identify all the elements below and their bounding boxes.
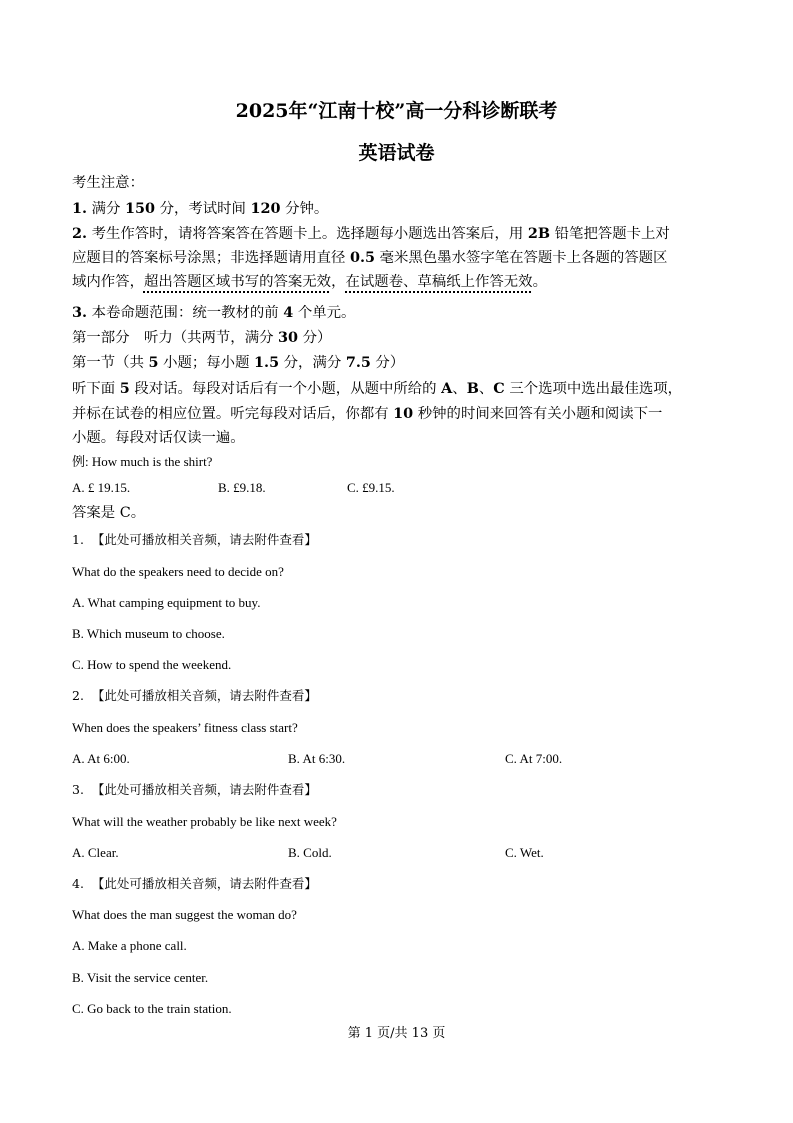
- notice-item-1: 1. 满分 150 分，考试时间 120 分钟。: [72, 200, 329, 217]
- instructions-line-3: 小题。每段对话仅读一遍。: [72, 430, 245, 446]
- audio-label: 【此处可播放相关音频，请去附件查看】: [91, 782, 317, 797]
- audio-label: 【此处可播放相关音频，请去附件查看】: [91, 532, 317, 547]
- question-4-text: What does the man suggest the woman do?: [72, 907, 297, 922]
- question-3-option-a: A. Clear.: [72, 845, 119, 860]
- audio-placeholder: [72, 687, 317, 705]
- question-1-option-c: C. How to spend the weekend.: [72, 657, 232, 672]
- question-3-option-b: B. Cold.: [288, 845, 332, 860]
- audio-placeholder: [72, 875, 317, 893]
- audio-label: 【此处可播放相关音频，请去附件查看】: [91, 876, 317, 891]
- notice-item-2-line-3: 域内作答，超出答题区域书写的答案无效，在试题卷、草稿纸上作答无效。: [72, 274, 547, 290]
- question-3-text: What will the weather probably be like next week?: [72, 814, 337, 829]
- question-1-option-b: B. Which museum to choose.: [72, 626, 225, 641]
- question-4-option-b: B. Visit the service center.: [72, 970, 209, 985]
- question-4-option-c: C. Go back to the train station.: [72, 1001, 232, 1016]
- question-2-option-c: C. At 7:00.: [505, 751, 563, 766]
- question-2-option-a: A. At 6:00.: [72, 751, 130, 766]
- question-1-option-a: A. What camping equipment to buy.: [72, 595, 261, 610]
- question-number: 4.: [72, 876, 84, 891]
- emphasis-text: 超出答题区域书写的答案无效: [143, 274, 332, 290]
- question-3-option-c: C. Wet.: [505, 845, 544, 860]
- section-1-heading: 第一节（共 5 小题；每小题 1.5 分，满分 7.5 分）: [72, 354, 405, 371]
- emphasis-text: 在试题卷、草稿纸上作答无效: [345, 274, 533, 290]
- audio-placeholder: [72, 531, 317, 549]
- question-number: 3.: [72, 782, 84, 797]
- example-option-b: B. £9.18.: [218, 480, 266, 495]
- notice-item-2-line-1: 2. 考生作答时，请将答案答在答题卡上。选择题每小题选出答案后，用 2B 铅笔把答题卡上对: [72, 225, 670, 242]
- instructions-line-2: 并标在试卷的相应位置。听完每段对话后，你都有 10 秒钟的时间来回答有关小题和阅读下一: [72, 405, 663, 422]
- page-footer: 第 1 页/共 13 页: [347, 1026, 446, 1041]
- question-2-text: When does the speakers’ fitness class start?: [72, 720, 298, 735]
- notice-heading: 考生注意：: [72, 175, 144, 191]
- exam-subtitle: 英语试卷: [358, 142, 435, 164]
- example-option-a: A. £ 19.15.: [72, 480, 131, 495]
- exam-title: 2025年“江南十校”高一分科诊断联考: [235, 100, 558, 122]
- audio-label: 【此处可播放相关音频，请去附件查看】: [91, 688, 317, 703]
- question-number: 1.: [72, 532, 84, 547]
- question-2-option-b: B. At 6:30.: [288, 751, 346, 766]
- notice-item-3: 3. 本卷命题范围：统一教材的前 4 个单元。: [72, 304, 356, 321]
- example-question: 例: How much is the shirt?: [72, 454, 213, 469]
- instructions-line-1: 听下面 5 段对话。每段对话后有一个小题，从题中所给的 A、B、C 三个选项中选出最佳选项，: [72, 380, 683, 397]
- notice-item-2-line-2: 应题目的答案标号涂黑；非选择题请用直径 0.5 毫米黑色墨水签字笔在答题卡上各题的答题区: [72, 249, 668, 266]
- example-option-c: C. £9.15.: [347, 480, 395, 495]
- question-1-text: What do the speakers need to decide on?: [72, 564, 284, 579]
- audio-placeholder: [72, 781, 317, 799]
- part-1-heading: 第一部分 听力（共两节，满分 30 分）: [72, 329, 332, 346]
- example-answer: 答案是 C。: [72, 505, 146, 521]
- question-number: 2.: [72, 688, 84, 703]
- question-4-option-a: A. Make a phone call.: [72, 938, 187, 953]
